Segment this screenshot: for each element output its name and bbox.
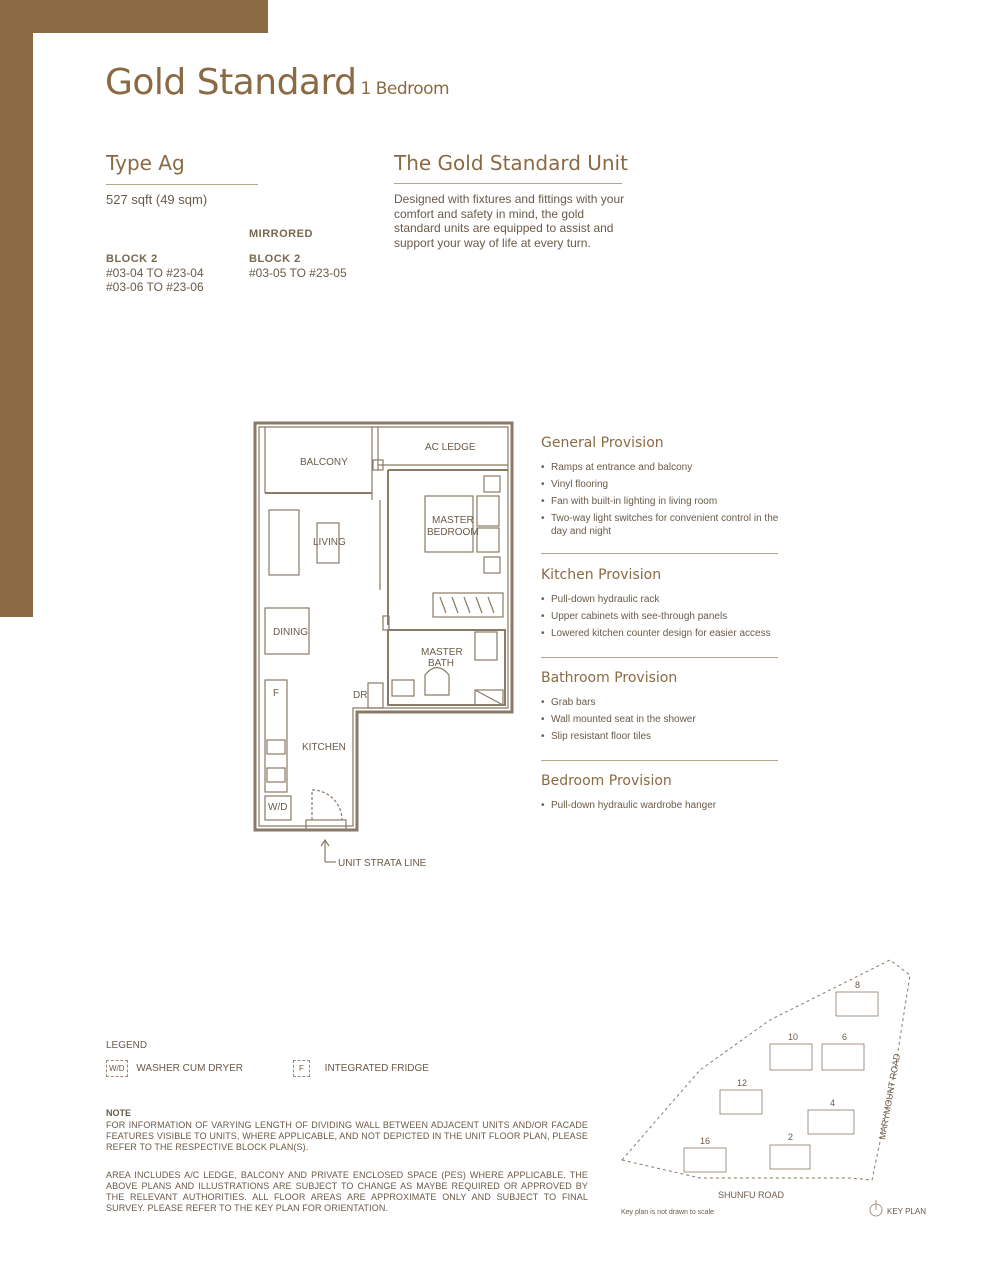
key-plan-road-shunfu: SHUNFU ROAD: [718, 1190, 785, 1200]
key-plan-label: KEY PLAN: [887, 1207, 926, 1216]
list-item: • Ramps at entrance and balcony: [541, 461, 781, 474]
label-ac-ledge: AC LEDGE: [425, 442, 476, 453]
title-main: Gold Standard: [105, 62, 357, 103]
label-dr: DR: [353, 690, 368, 701]
legend-item-fridge: [293, 1060, 429, 1077]
top-band: [0, 0, 268, 33]
label-master-bath-1: MASTER: [421, 647, 463, 658]
key-plan-blocks: [684, 992, 878, 1172]
legend-wd-box: W/D: [106, 1060, 128, 1077]
label-dining: DINING: [273, 627, 308, 638]
list-item: • Vinyl flooring: [541, 478, 781, 491]
block-left-label: BLOCK 2: [106, 253, 158, 265]
legend-title: LEGEND: [106, 1040, 148, 1051]
gold-standard-description: Designed with fixtures and fittings with your comfort and safety in mind, the gold standard units are equipped to assist and support your way of life at every turn.: [394, 192, 625, 250]
note-paragraph-1: FOR INFORMATION OF VARYING LENGTH OF DIVIDING WALL BETWEEN ADJACENT UNITS AND/OR FACADE FEATURES VISIBLE TO UNITS, WHERE APPLICABLE, AND NOT DEPICTED IN THE UNIT FLOOR PLAN, PLEASE REFER TO THE RESPECTIVE BLOCK PLAN(S).: [106, 1120, 588, 1152]
block-left-line-2: #03-06 TO #23-06: [106, 280, 204, 294]
note-title: NOTE: [106, 1108, 132, 1118]
key-plan-block-8: 8: [855, 980, 861, 990]
key-plan-block-16: 16: [700, 1136, 711, 1146]
list-item: • Pull-down hydraulic rack: [541, 593, 781, 606]
provision-rule-2: [541, 657, 778, 658]
list-item: • Pull-down hydraulic wardrobe hanger: [541, 799, 781, 812]
key-plan-block-2: 2: [788, 1132, 794, 1142]
provision-kitchen-title: Kitchen Provision: [541, 567, 662, 583]
provision-general-title: General Provision: [541, 435, 664, 451]
label-master-bedroom-1: MASTER: [432, 515, 474, 526]
unit-area: 527 sqft (49 sqm): [106, 192, 208, 207]
key-plan-block-6: 6: [842, 1032, 848, 1042]
provision-rule-1: [541, 553, 778, 554]
label-strata: UNIT STRATA LINE: [338, 858, 427, 869]
legend-wd-label: WASHER CUM DRYER: [136, 1063, 244, 1074]
label-master-bedroom-2: BEDROOM: [427, 527, 479, 538]
legend-fridge-box: F: [293, 1060, 310, 1077]
key-plan-block-10: 10: [788, 1032, 799, 1042]
provision-kitchen: [541, 567, 781, 644]
gold-standard-heading: The Gold Standard Unit: [394, 151, 628, 175]
list-item: • Upper cabinets with see-through panels: [541, 610, 781, 623]
block-right: [249, 251, 347, 280]
list-item: • Fan with built-in lighting in living room: [541, 495, 781, 508]
page-title: [105, 62, 449, 103]
legend-fridge-label: INTEGRATED FRIDGE: [324, 1063, 429, 1074]
block-right-line-1: #03-05 TO #23-05: [249, 266, 347, 280]
list-item: • Wall mounted seat in the shower: [541, 713, 781, 726]
key-plan: [610, 950, 940, 1230]
label-kitchen: KITCHEN: [302, 742, 346, 753]
mirrored-label: MIRRORED: [249, 228, 313, 240]
block-left: [106, 251, 204, 294]
label-wd: W/D: [268, 802, 288, 813]
provision-general: [541, 435, 781, 542]
provision-bedroom: [541, 773, 781, 816]
label-master-bath-2: BATH: [428, 658, 454, 669]
provision-bathroom: [541, 670, 781, 747]
key-plan-disclaimer: Key plan is not drawn to scale: [621, 1209, 714, 1216]
list-item: • Slip resistant floor tiles: [541, 730, 781, 743]
block-right-label: BLOCK 2: [249, 253, 301, 265]
label-balcony: BALCONY: [300, 457, 348, 468]
legend-item-wd: [106, 1060, 243, 1077]
list-item: • Grab bars: [541, 696, 781, 709]
left-band: [0, 0, 33, 617]
key-plan-road-marymount: MARYMOUNT ROAD: [877, 1052, 903, 1141]
list-item: • Two-way light switches for convenient control in the day and night: [541, 512, 781, 538]
title-subtitle: 1 Bedroom: [360, 79, 450, 99]
note-paragraph-2: AREA INCLUDES A/C LEDGE, BALCONY AND PRIVATE ENCLOSED SPACE (PES) WHERE APPLICABLE. THE ABOVE PLANS AND ILLUSTRATIONS ARE SUBJECT TO CHANGE AS MAYBE REQUIRED OR APPROVED BY THE RELEVANT AUTHORITIES. ALL FLOOR AREAS ARE APPROXIMATE ONLY AND SUBJECT TO FINAL SURVEY. PLEASE REFER TO THE KEY PLAN FOR ORIENTATION.: [106, 1170, 588, 1213]
provision-rule-3: [541, 760, 778, 761]
label-fridge: F: [273, 688, 280, 699]
label-living: LIVING: [313, 537, 346, 548]
provision-bedroom-title: Bedroom Provision: [541, 773, 672, 789]
provision-bathroom-title: Bathroom Provision: [541, 670, 678, 686]
gold-standard-rule: [394, 183, 622, 184]
list-item: • Lowered kitchen counter design for easier access: [541, 627, 781, 640]
floor-plan: [245, 415, 530, 875]
block-left-line-1: #03-04 TO #23-04: [106, 266, 204, 280]
key-plan-block-12: 12: [737, 1078, 748, 1088]
unit-type-rule: [106, 184, 258, 185]
key-plan-block-4: 4: [830, 1098, 836, 1108]
unit-type: Type Ag: [106, 151, 185, 175]
